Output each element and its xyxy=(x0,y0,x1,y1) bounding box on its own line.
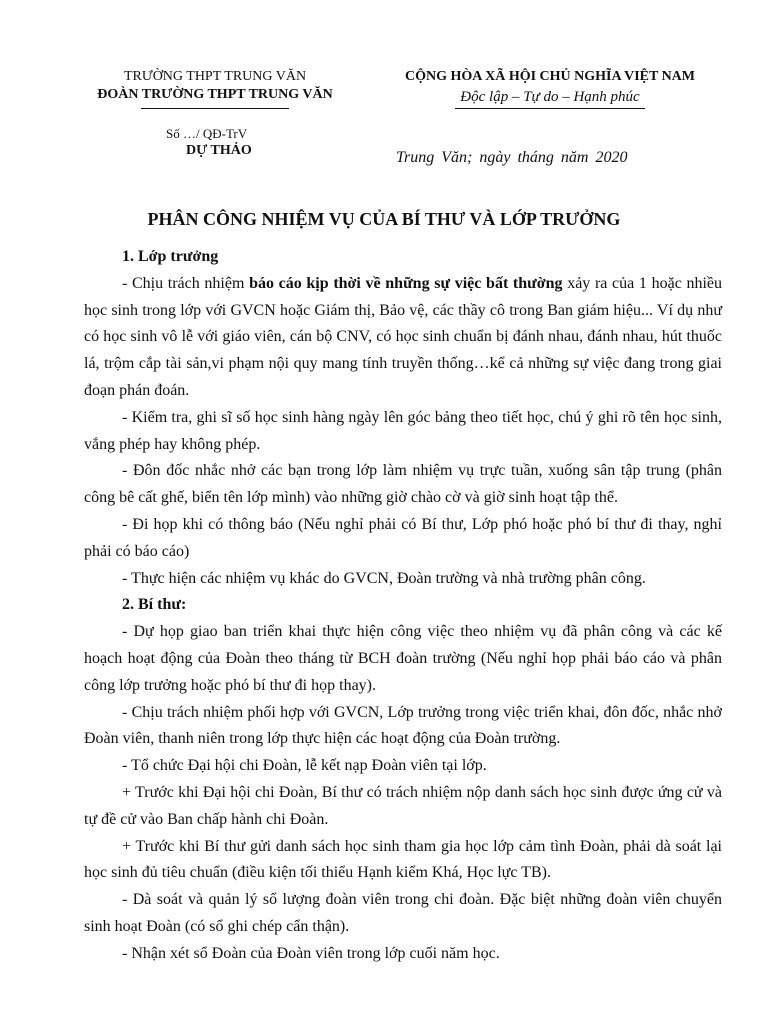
paragraph: - Kiểm tra, ghi sĩ số học sinh hàng ngày lên góc bảng theo tiết học, chú ý ghi rõ tên học sinh, vắng phép hay không phép. xyxy=(84,408,722,453)
school-name: TRƯỜNG THPT TRUNG VĂN xyxy=(123,69,307,84)
paragraph: - Dà soát và quản lý sổ lượng đoàn viên trong chi đoàn. Đặc biệt những đoàn viên chuyển sinh hoạt Đoàn (có sổ ghi chép cẩn thận). xyxy=(84,891,722,935)
section-heading-class-monitor: 1. Lớp trưởng xyxy=(122,248,219,265)
paragraph: - Thực hiện các nhiệm vụ khác do GVCN, Đoàn trường và nhà trường phân công. xyxy=(122,569,646,587)
paragraph: - Chịu trách nhiệm phối hợp với GVCN, Lớp trưởng trong việc triển khai, đôn đốc, nhắc nhở Đoàn viên, thanh niên trong lớp thực hiện các hoạt động của Đoàn trường. xyxy=(84,703,722,748)
republic-name: CỘNG HÒA XÃ HỘI CHỦ NGHĨA VIỆT NAM xyxy=(404,69,695,84)
paragraph: - Đi họp khi có thông báo (Nếu nghỉ phải có Bí thư, Lớp phó hoặc phó bí thư đi thay, nghỉ phải có báo cáo) xyxy=(84,515,722,560)
union-name: ĐOÀN TRƯỜNG THPT TRUNG VĂN xyxy=(97,87,333,102)
emphasis-text: báo cáo kịp thời về những sự việc bất thường xyxy=(249,274,563,292)
school-header xyxy=(70,68,360,109)
motto-underline xyxy=(455,108,645,109)
national-header xyxy=(360,68,740,109)
paragraph xyxy=(84,271,722,405)
paragraph: - Dự họp giao ban triển khai thực hiện công việc theo nhiệm vụ đã phân công và các kế hoạch hoạt động của Đoàn theo tháng từ BCH đoàn trường (Nếu nghỉ họp phải báo cáo và phân công lớp trưởng hoặc phó bí thư đi họp thay). xyxy=(84,623,722,694)
paragraph: - Đôn đốc nhắc nhở các bạn trong lớp làm nhiệm vụ trực tuần, xuống sân tập trung (phân công bê cất ghế, biển tên lớp mình) vào những giờ chào cờ và giờ sinh hoạt tập thể. xyxy=(84,462,722,507)
school-header-underline xyxy=(141,108,289,109)
draft-label: DỰ THẢO xyxy=(186,143,252,158)
section-heading-secretary: 2. Bí thư: xyxy=(122,596,187,614)
document-title: PHÂN CÔNG NHIỆM VỤ CỦA BÍ THƯ VÀ LỚP TRƯỞNG xyxy=(147,209,621,229)
document-body xyxy=(84,244,722,968)
paragraph: + Trước khi Đại hội chi Đoàn, Bí thư có trách nhiệm nộp danh sách học sinh được ứng cử và tự đề cử vào Ban chấp hành chi Đoàn. xyxy=(84,783,722,828)
paragraph: - Nhận xét sổ Đoàn của Đoàn viên trong lớp cuối năm học. xyxy=(122,944,500,962)
national-motto: Độc lập – Tự do – Hạnh phúc xyxy=(460,89,640,105)
paragraph-text: xảy ra của 1 hoặc nhiều học sinh trong lớp với GVCN hoặc Giám thị, Bảo vệ, các thầy cô trong Ban giám hiệu... Ví dụ như có học sinh vô lễ với giáo viên, cán bộ CNV, có học sinh chuẩn bị đánh nhau, đánh nhau, hút thuốc lá, trộm cắp tài sản,vi phạm nội quy mang tính truyền thống…kể cả những sự việc đang trong giai đoạn phán đoán. xyxy=(84,274,723,399)
document-number: Số …/ QĐ-TrV xyxy=(166,126,248,141)
paragraph: + Trước khi Bí thư gửi danh sách học sinh tham gia học lớp cảm tình Đoàn, phải dà soát lại học sinh đủ tiêu chuẩn (điều kiện tối thiểu Hạnh kiểm Khá, Học lực TB). xyxy=(84,837,722,882)
paragraph: - Tổ chức Đại hội chi Đoàn, lễ kết nạp Đoàn viên tại lớp. xyxy=(122,757,487,775)
dateline: Trung Văn; ngày tháng năm 2020 xyxy=(396,149,628,166)
paragraph-text: - Chịu trách nhiệm xyxy=(122,274,250,292)
